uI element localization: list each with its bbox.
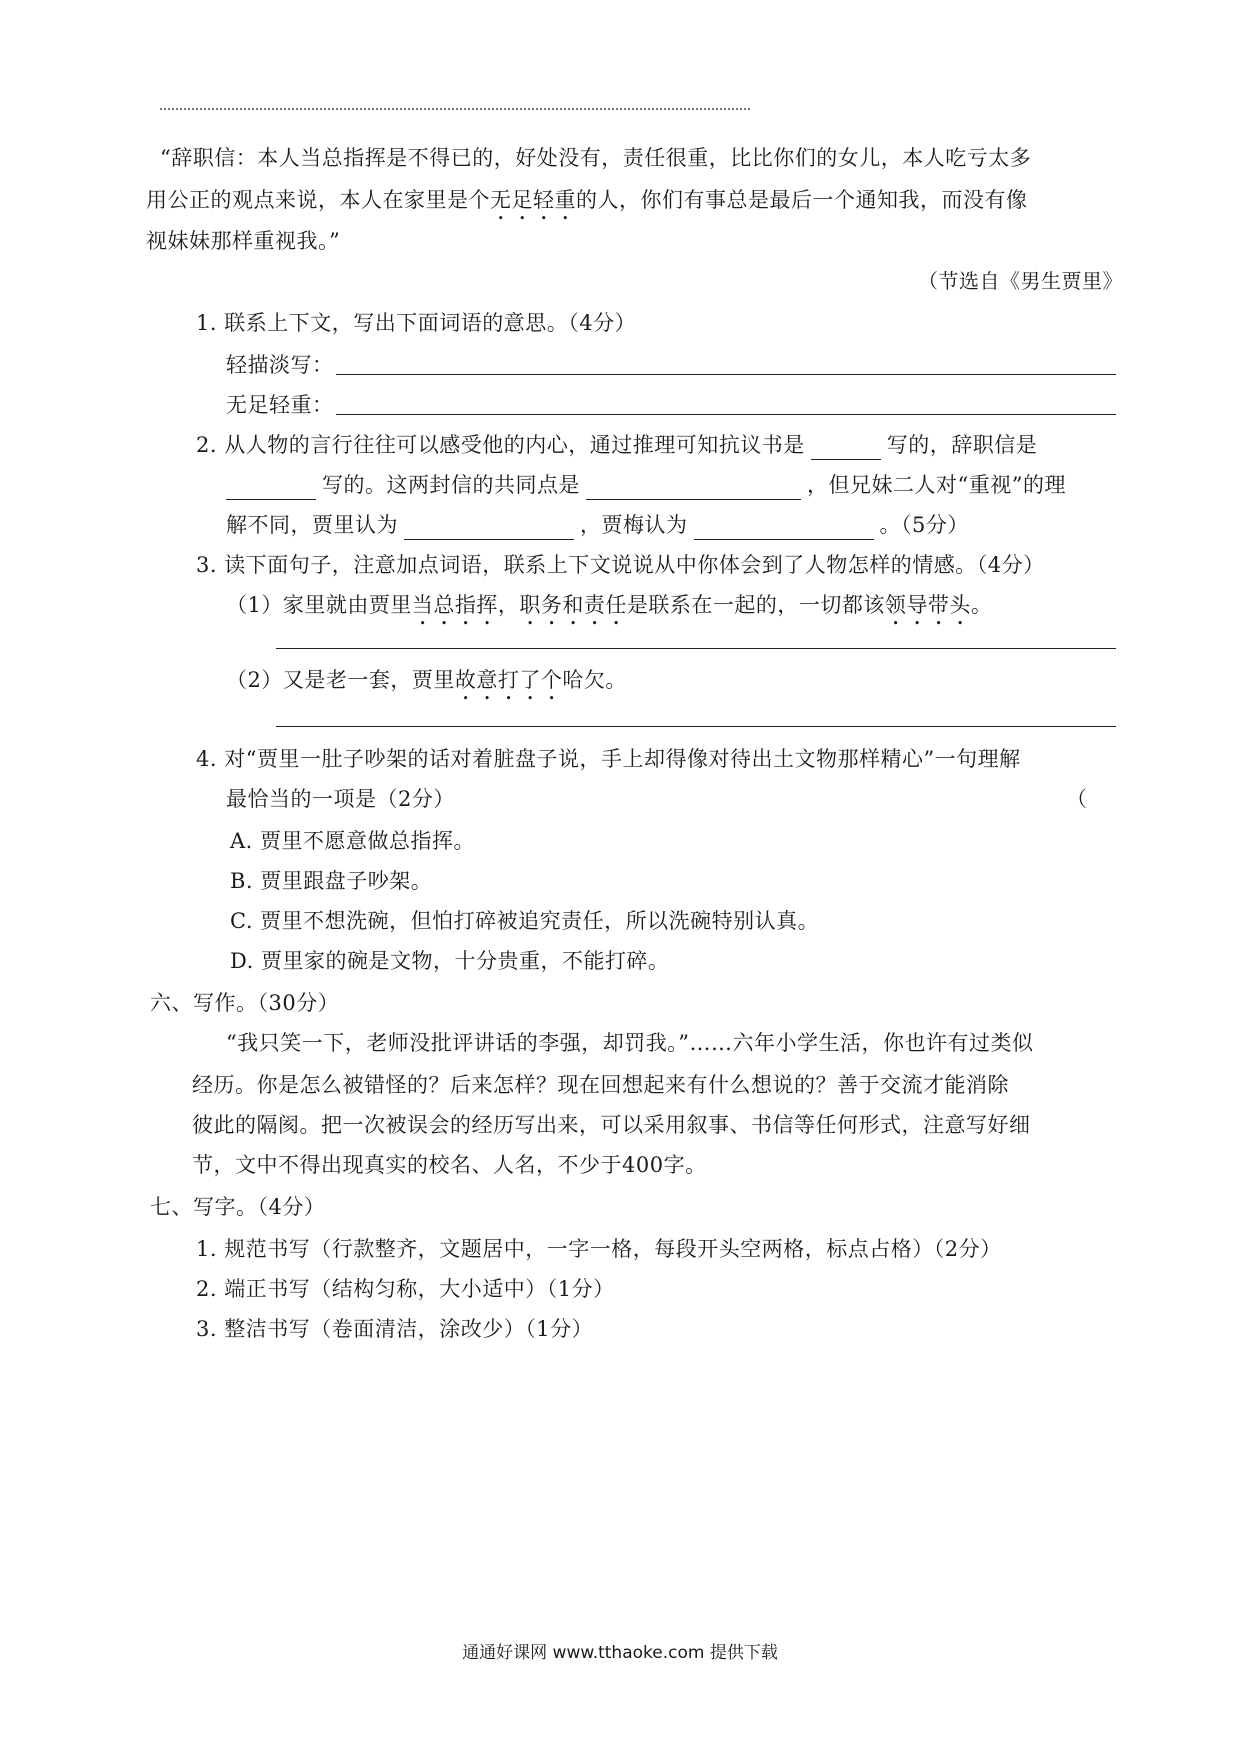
section-7-title: 七、写字。（4分） [150, 1195, 326, 1219]
q4-stem-2: 最恰当的一项是（2分） [226, 787, 455, 811]
q3-sentence-2 [226, 665, 627, 705]
q2-blank-2[interactable] [226, 477, 316, 500]
q2-blank-3[interactable] [586, 477, 801, 500]
quote-dotted-term: 无足轻重 [490, 188, 576, 212]
quote-line-2-a: 用公正的观点来说，本人在家里是个 [146, 188, 490, 212]
q3-s2-b: 哈欠。 [562, 668, 627, 692]
q4-stem-1: 4. 对“贾里一肚子吵架的话对着脏盘子说，手上却得像对待出土文物那样精心”一句理解 [196, 747, 1021, 771]
q1-term-1: 轻描淡写： [226, 353, 334, 377]
section-6-para-1: “我只笑一下，老师没批评讲话的李强，却罚我。”……六年小学生活，你也许有过类似 [226, 1031, 1034, 1055]
q4-option-c: C. 贾里不想洗碗，但怕打碎被追究责任，所以洗碗特别认真。 [230, 909, 820, 933]
q3-s1-b: ， [497, 593, 520, 617]
q2-line-3-b: ，贾梅认为 [580, 513, 688, 537]
q4-option-d: D. 贾里家的碗是文物，十分贵重，不能打碎。 [230, 949, 670, 973]
section-6-title: 六、写作。（30分） [150, 991, 340, 1015]
cut-off-line [160, 108, 750, 116]
quote-source: （节选自《男生贾里》 [918, 269, 1123, 293]
q2-line-2-b: ，但兄妹二人对“重视”的理 [807, 473, 1066, 497]
q2-blank-5[interactable] [694, 517, 874, 540]
q3-answer-line-1[interactable] [276, 648, 1116, 649]
q2-line-1 [196, 430, 1037, 460]
q1-stem: 1. 联系上下文，写出下面词语的意思。（4分） [196, 311, 637, 335]
q3-s1-a: （1）家里就由贾里 [226, 593, 412, 617]
q2-line-1-b: 写的，辞职信是 [886, 433, 1038, 457]
q3-s2-a: （2）又是老一套，贾里 [226, 668, 455, 692]
q4-answer-paren[interactable]: （ [1066, 787, 1088, 811]
q2-line-3-a: 解不同，贾里认为 [226, 513, 398, 537]
section-7-item-1: 1. 规范书写（行款整齐，文题居中，一字一格，每段开头空两格，标点占格）（2分） [196, 1237, 1002, 1261]
q1-answer-line-2[interactable] [336, 414, 1116, 415]
quote-line-2-b: 的人，你们有事总是最后一个通知我，而没有像 [576, 188, 1028, 212]
q3-s2-dotted: 故意打了个 [454, 668, 563, 692]
q3-s1-c: 是联系在一起的，一切都该 [626, 593, 885, 617]
q1-term-2: 无足轻重： [226, 393, 334, 417]
download-footer: 通通好课网 www.tthaoke.com 提供下载 [462, 1643, 778, 1663]
q1-answer-line-1[interactable] [336, 374, 1116, 375]
section-7-item-2: 2. 端正书写（结构匀称，大小适中）（1分） [196, 1277, 615, 1301]
q3-answer-line-2[interactable] [276, 726, 1116, 727]
section-6-para-4: 节，文中不得出现真实的校名、人名，不少于400字。 [192, 1153, 707, 1177]
q2-line-2-a: 写的。这两封信的共同点是 [322, 473, 580, 497]
q3-s1-dotted-1: 当总指挥 [411, 593, 498, 617]
q4-option-a: A. 贾里不愿意做总指挥。 [230, 829, 476, 853]
section-6-para-2: 经历。你是怎么被错怪的？后来怎样？现在回想起来有什么想说的？善于交流才能消除 [192, 1073, 1009, 1097]
section-7-item-3: 3. 整洁书写（卷面清洁，涂改少）（1分） [196, 1317, 594, 1341]
q4-option-b: B. 贾里跟盘子吵架。 [230, 869, 433, 893]
quote-line-3: 视妹妹那样重视我。” [146, 229, 341, 253]
q2-line-3 [226, 510, 969, 540]
quote-line-2 [146, 185, 1028, 225]
q2-blank-4[interactable] [404, 517, 574, 540]
q3-s1-dotted-2: 职务和责任 [519, 593, 627, 617]
q3-stem: 3. 读下面句子，注意加点词语，联系上下文说说从中你体会到了人物怎样的情感。（4分） [196, 553, 1045, 577]
q2-line-3-c: 。（5分） [879, 513, 969, 537]
q2-line-1-a: 2. 从人物的言行往往可以感受他的内心，通过推理可知抗议书是 [196, 433, 805, 457]
q2-line-2 [226, 470, 1066, 500]
q3-s1-dotted-3: 领导带头 [884, 593, 971, 617]
section-6-para-3: 彼此的隔阂。把一次被误会的经历写出来，可以采用叙事、书信等任何形式，注意写好细 [192, 1113, 1031, 1137]
q3-s1-d: 。 [970, 593, 993, 617]
q3-sentence-1 [226, 590, 992, 630]
q2-blank-1[interactable] [811, 437, 881, 460]
quote-line-1: “辞职信：本人当总指挥是不得已的，好处没有，责任很重，比比你们的女儿，本人吃亏太多 [160, 146, 1032, 170]
